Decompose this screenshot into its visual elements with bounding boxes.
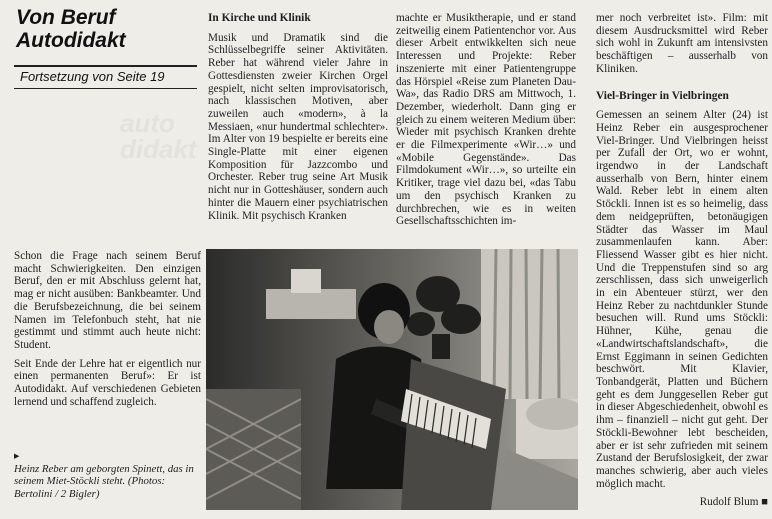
section-heading-vielbringen: Viel-Bringer in Vielbringen	[596, 89, 729, 102]
title-line-1: Von Beruf	[16, 6, 116, 29]
column-3	[396, 12, 576, 228]
author-byline: Rudolf Blum ■	[699, 496, 768, 509]
photo-illustration	[206, 249, 578, 510]
lamp	[291, 269, 321, 293]
wicker-chair	[206, 389, 301, 510]
back-table	[266, 289, 356, 319]
caption-marker: ▸	[14, 450, 20, 462]
bleed-through-text: auto didakt	[120, 108, 197, 164]
col1-paragraph-1: Schon die Frage nach seinem Beruf macht Schwierigkeiten. Den einzigen Beruf, den er mit Abschluss gelernt hat, mag er nicht ausüben: Bankbeamter. Und die Berufsbezeichnung, die bei seinem Namen im Telefonbuch steht, hat nie gestimmt und stimmt auch heute nicht: Student.	[14, 250, 201, 351]
continuation-note: Fortsetzung von Seite 19	[20, 69, 165, 84]
photo-caption	[14, 450, 204, 500]
header-rule-top	[14, 65, 197, 67]
column-2	[208, 12, 388, 222]
column-4	[596, 12, 768, 509]
caption-text: Heinz Reber am geborgten Spinett, das in seinem Miet-Stöckli steht. (Photos: Bertolini / 2 Bigler)	[14, 462, 194, 500]
article-title	[16, 6, 196, 52]
col4-paragraph-2: Gemessen an seinem Alter (24) ist Heinz Reber ein ausgesprochener Viel-Bringer. Und Vielbringen heisst per Zufall der Ort, wo er wohnt, irgendwo in der Landschaft ausserhalb von Bern, hinter einem Wald. Reber lebt in einem alten Stöckli. Innen ist es so heimelig, dass dem neidgeprüften, betonäugigen Städter das Wasser im Maul zusammenlaufen kann. Aber: Fliessend Wasser gibt es hier nicht. Und die Treppenstufen sind so arg zerschlissen, dass sich unweigerlich in ein Abenteuer stürzt, wer den Heinz Reber zu nachtdunkler Stunde besuchen will. Rund ums Stöckli: Hühner, Kühe, genau die «Landwirtschaftslandschaft», die Ernst Eggimann in seinen Gedichten beschwört. Mit Klavier, Tonbandgerät, Platten und Büchern geht es dem Junggesellen Reber gut in dieser Abgeschiedenheit, obwohl es ihm – finanziell – nicht gut geht. Der Stöckli-Bewohner lebt bescheiden, aber er ist sehr zufrieden mit seinem Zustand der Berufslosigkeit, der zwar manches schwierig, aber auch vieles möglich macht.	[596, 109, 768, 490]
header-rule-bottom	[14, 88, 197, 89]
title-line-2: Autodidakt	[16, 29, 126, 52]
col4-paragraph-1: mer noch verbreitet ist». Film: mit diesem Ausdrucksmittel wird Reber sich wohl in Zukunft am intensivsten beschäftigen – ausserhalb von Kliniken.	[596, 12, 768, 75]
column-1	[14, 250, 201, 408]
article-photo	[206, 249, 578, 510]
section-heading-kirche: In Kirche und Klinik	[208, 12, 311, 24]
col2-paragraph-1: Musik und Dramatik sind die Schlüsselbegriffe seiner Aktivitäten. Reber hat während vieler Jahre in Gottesdiensten zweier Kirchen Orgel gespielt, nicht selten improvisatorisch, nach klassischen Motiven, aber zuweilen auch «modern», à la Messiaen, «nur hundertmal schlechter». Im Alter von 19 bespielte er bereits eine Single-Platte mit einer eigenen Komposition für Jazzcombo und Orchester. Reber trug seine Art Musik nicht nur in Gotteshäuser, sondern auch hinter die Mauern einer psychiatrischen Klinik. Mit psychisch Kranken	[208, 31, 388, 222]
col3-paragraph-1: machte er Musiktherapie, und er stand zeitweilig einem Patientenchor vor. Aus dieser Arbeit entwikkelten sich neue Interessen und Projekte: Reber inszenierte mit einer Patientengruppe das Hörspiel «Reise zum Planeten Dau-Wa», das Radio DRS am Mittwoch, 1. Dezember, wiederholt. Dann ging er gleich zu einem weiteren Medium über: Wieder mit psychisch Kranken drehte er die Filmexperimente «Wir…» und «Mobile Gegenstände». Das Filmdokument «Wir…», so urteilte ein Kritiker, trage viel dazu bei, «das Tabu um den psychisch Kranken zu durchbrechen, wie es in weiten Gesellschaftsschichten im-	[396, 12, 576, 228]
col1-paragraph-2: Seit Ende der Lehre hat er eigentlich nur einen permanenten Beruf»: Er ist Autodidakt. Auf verschiedenen Gebieten lernend und schaffend zugleich.	[14, 357, 201, 408]
